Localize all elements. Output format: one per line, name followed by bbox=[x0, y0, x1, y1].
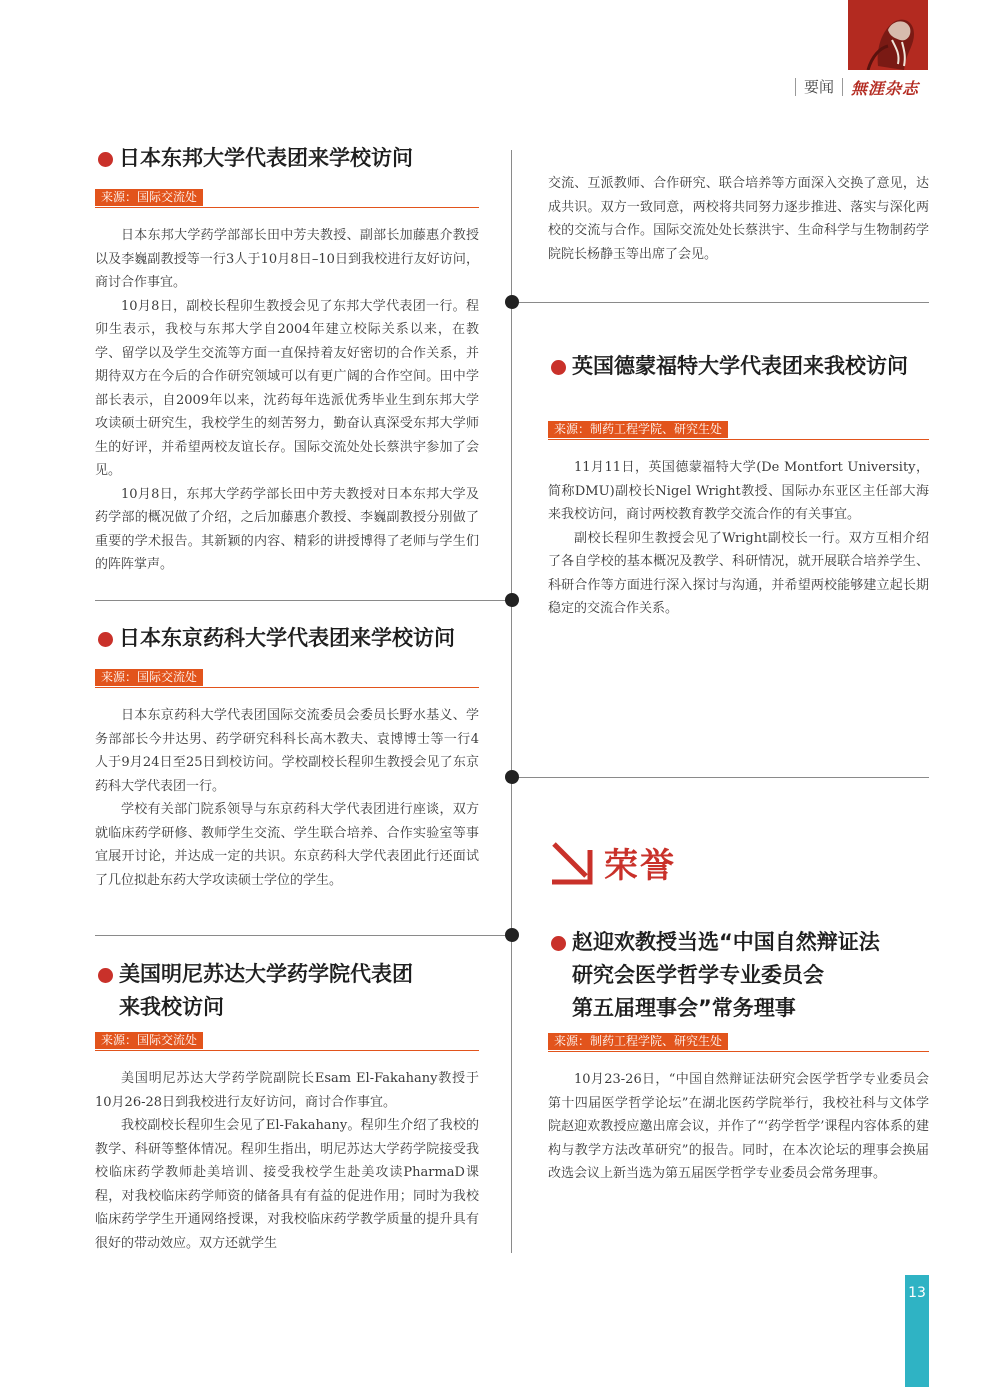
paragraph: 10月8日，东邦大学药学部长田中芳夫教授对日本东邦大学及药学部的概况做了介绍，之后加藤惠介教授、李巍副教授分别做了重要的学术报告。其新颖的内容、精彩的讲授博得了老师与学生们的阵阵掌声。 bbox=[95, 486, 479, 572]
header-bar bbox=[795, 76, 919, 98]
article-body bbox=[548, 456, 929, 621]
paragraph: 副校长程卯生教授会见了Wright副校长一行。双方互相介绍了各自学校的基本概况及教学、科研情况，就开展联合培养学生、科研合作等方面进行深入探讨与沟通，并希望两校能够建立起长期稳定的交流合作关系。 bbox=[548, 530, 929, 616]
source-underline bbox=[95, 207, 479, 208]
timeline-dot bbox=[505, 770, 519, 784]
article-toho bbox=[95, 142, 479, 577]
source-tag: 来源：制药工程学院、研究生处 bbox=[548, 421, 728, 438]
article-minnesota-continued bbox=[548, 172, 929, 266]
source-underline bbox=[548, 439, 929, 440]
arrow-down-right-icon bbox=[548, 840, 594, 886]
timeline-dot bbox=[505, 295, 519, 309]
paragraph: 10月23-26日，“中国自然辩证法研究会医学哲学专业委员会第十四届医学哲学论坛”在湖北医药学院举行，我校社科与文体学院赵迎欢教授应邀出席会议，并作了“‘药学哲学’课程内容体系的建构与教学方法改革研究”的报告。同时，在本次论坛的理事会换届改选会议上新当选为第五届医学哲学专业委员会常务理事。 bbox=[548, 1072, 929, 1181]
source-underline bbox=[548, 1051, 929, 1052]
divider-right-1 bbox=[511, 302, 929, 303]
source-underline bbox=[95, 687, 479, 688]
article-body bbox=[95, 1067, 479, 1255]
title-line: 赵迎欢教授当选“中国自然辩证法 bbox=[572, 930, 880, 954]
source-underline bbox=[95, 1050, 479, 1051]
section-label: 要闻 bbox=[795, 78, 843, 96]
honor-section-header bbox=[548, 838, 676, 887]
article-title bbox=[95, 958, 479, 1024]
honor-section-title: 荣誉 bbox=[604, 846, 676, 886]
title-line: 来我校访问 bbox=[119, 995, 224, 1019]
source-tag: 来源：国际交流处 bbox=[95, 669, 203, 686]
article-title: 英国德蒙福特大学代表团来我校访问 bbox=[548, 350, 929, 383]
magazine-logo bbox=[848, 0, 928, 70]
source-tag: 来源：国际交流处 bbox=[95, 1032, 203, 1049]
timeline-dot bbox=[505, 928, 519, 942]
paragraph: 交流、互派教师、合作研究、联合培养等方面深入交换了意见，达成共识。双方一致同意，两校将共同努力逐步推进、落实与深化两校的交流与合作。国际交流处处长蔡洪宇、生命科学与生物制药学院院长杨静玉等出席了会见。 bbox=[548, 176, 929, 262]
article-zhao-honor bbox=[548, 926, 929, 1186]
article-de-montfort bbox=[548, 350, 929, 621]
divider-left-2 bbox=[95, 935, 512, 936]
article-title bbox=[548, 926, 929, 1025]
article-body bbox=[95, 704, 479, 892]
article-body bbox=[95, 224, 479, 577]
article-title: 日本东邦大学代表团来学校访问 bbox=[95, 142, 479, 175]
article-minnesota bbox=[95, 958, 479, 1255]
title-line: 第五届理事会”常务理事 bbox=[572, 996, 796, 1020]
title-line: 美国明尼苏达大学药学院代表团 bbox=[119, 962, 413, 986]
paragraph: 日本东京药科大学代表团国际交流委员会委员长野水基义、学务部部长今井达男、药学研究科科长高木教夫、袁博博士等一行4人于9月24日至25日到校访问。学校副校长程卯生教授会见了东京药科大学代表团一行。 bbox=[95, 708, 479, 794]
divider-right-2 bbox=[511, 777, 929, 778]
paragraph: 11月11日，英国德蒙福特大学(De Montfort University，简称DMU)副校长Nigel Wright教授、国际办东亚区主任部大海来我校访问，商讨两校教育教学交流合作的有关事宜。 bbox=[548, 460, 929, 522]
page-number: 13 bbox=[905, 1275, 929, 1387]
article-body bbox=[548, 172, 929, 266]
paragraph: 10月8日，副校长程卯生教授会见了东邦大学代表团一行。程卯生表示，我校与东邦大学自2004年建立校际关系以来，在教学、留学以及学生交流等方面一直保持着友好密切的合作关系，并期待双方在今后的合作研究领域可以有更广阔的合作空间。田中学部长表示，自2009年以来，沈药每年选派优秀毕业生到东邦大学攻读硕士研究生，我校学生的刻苦努力，勤奋认真深受东邦大学师生的好评，并希望两校友谊长存。国际交流处处长蔡洪宇参加了会见。 bbox=[95, 298, 479, 478]
source-tag: 来源：制药工程学院、研究生处 bbox=[548, 1033, 728, 1050]
timeline-vertical-line bbox=[511, 150, 512, 1253]
portrait-logo-icon bbox=[848, 0, 928, 70]
paragraph: 我校副校长程卯生会见了El-Fakahany。程卯生介绍了我校的教学、科研等整体情况。程卯生指出，明尼苏达大学药学院接受我校临床药学教师赴美培训、接受我校学生赴美攻读PharmaD课程，对我校临床药学师资的储备具有有益的促进作用；同时为我校临床药学学生开通网络授课，对我校临床药学教学质量的提升具有很好的带动效应。双方还就学生 bbox=[95, 1118, 479, 1251]
article-tokyo-pharm bbox=[95, 622, 479, 892]
source-tag: 来源：国际交流处 bbox=[95, 189, 203, 206]
article-body bbox=[548, 1068, 929, 1186]
magazine-name: 無涯杂志 bbox=[851, 78, 920, 98]
paragraph: 美国明尼苏达大学药学院副院长Esam El-Fakahany教授于10月26-28日到我校进行友好访问，商讨合作事宜。 bbox=[95, 1071, 479, 1110]
timeline-dot bbox=[505, 593, 519, 607]
paragraph: 日本东邦大学药学部部长田中芳夫教授、副部长加藤惠介教授以及李巍副教授等一行3人于10月8日–10日到我校进行友好访问，商讨合作事宜。 bbox=[95, 228, 479, 290]
divider-left-1 bbox=[95, 600, 512, 601]
title-line: 研究会医学哲学专业委员会 bbox=[572, 963, 824, 987]
article-title: 日本东京药科大学代表团来学校访问 bbox=[95, 622, 479, 655]
paragraph: 学校有关部门院系领导与东京药科大学代表团进行座谈，双方就临床药学研修、教师学生交流、学生联合培养、合作实验室等事宜展开讨论，并达成一定的共识。东京药科大学代表团此行还面试了几位拟赴东药大学攻读硕士学位的学生。 bbox=[95, 802, 479, 888]
